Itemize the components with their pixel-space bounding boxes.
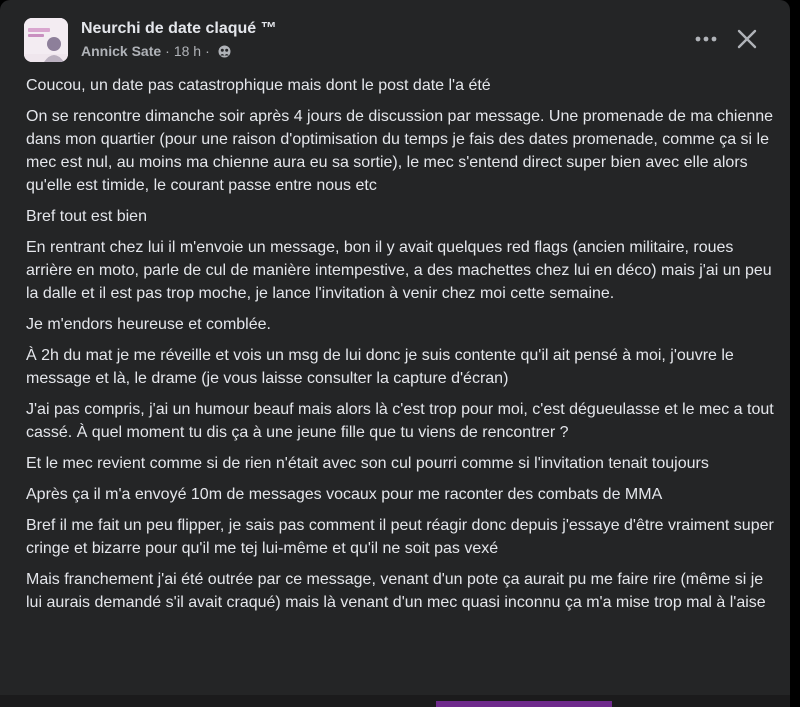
attached-image-preview[interactable] [0,695,790,707]
group-avatar-image [24,18,68,62]
post-paragraph: Coucou, un date pas catastrophique mais dont le post date l'a été [26,77,491,94]
close-icon [737,29,757,49]
post-paragraph: Mais franchement j'ai été outrée par ce message, venant d'un pote ça aurait pu me faire rire (même si je lui aurais demandé s'il avait craqué) mais là venant d'un mec quasi inconnu ça m'a mise trop mal à l'aise [26,571,766,611]
author-name[interactable]: Annick Sate [81,43,162,59]
group-name[interactable]: Neurchi de date claqué ™ [81,20,277,37]
group-avatar[interactable] [24,18,68,62]
post-paragraph: Après ça il m'a envoyé 10m de messages vocaux pour me raconter des combats de MMA [26,486,663,503]
post-paragraph: J'ai pas compris, j'ai un humour beauf mais alors là c'est trop pour moi, c'est dégueulasse et le mec a tout cassé. À quel moment tu dis ça à une jeune fille que tu viens de rencontrer ? [26,401,774,441]
post-paragraph: Bref tout est bien [26,208,147,225]
post-time[interactable]: 18 h [173,43,202,59]
group-icon [218,45,231,58]
post-paragraph: On se rencontre dimanche soir après 4 jours de discussion par message. Une promenade de ma chienne dans mon quartier (pour une raison d'optimisation du temps je fais des dates promenade, comme ça si le mec est nul, au moins ma chienne aura eu sa sortie), le mec s'entend direct super bien avec elle alors qu'elle est timide, le courant passe entre nous etc [26,108,774,194]
more-dots-icon [695,36,717,42]
post-paragraph: Et le mec revient comme si de rien n'était avec son cul pourri comme si l'invitation tenait toujours [26,455,709,472]
post-header [0,0,790,70]
image-preview-accent [436,701,612,707]
post-paragraph: À 2h du mat je me réveille et vois un msg de lui donc je suis contente qu'il ait pensé à moi, j'ouvre le message et là, le drame (je vous laisse consulter la capture d'écran) [26,347,734,387]
post-meta [81,43,231,59]
post-paragraph: Bref il me fait un peu flipper, je sais pas comment il peut réagir donc depuis j'essaye d'être vraiment super cringe et bizarre pour qu'il me tej lui-même et qu'il ne soit pas vexé [26,517,774,557]
more-options-button[interactable] [690,26,722,52]
post-paragraph: Je m'endors heureuse et comblée. [26,316,271,333]
meta-separator-2: · [205,43,210,59]
post-paragraph: En rentrant chez lui il m'envoie un message, bon il y avait quelques red flags (ancien militaire, roues arrière en moto, parle de cul de manière intempestive, a des machettes chez lui en déco) mais j'ai un peu la dalle et il est pas trop moche, je lance l'invitation à venir chez moi cette semaine. [26,239,772,302]
meta-separator: · [165,43,170,59]
post-body [26,74,776,622]
close-button[interactable] [732,24,762,54]
